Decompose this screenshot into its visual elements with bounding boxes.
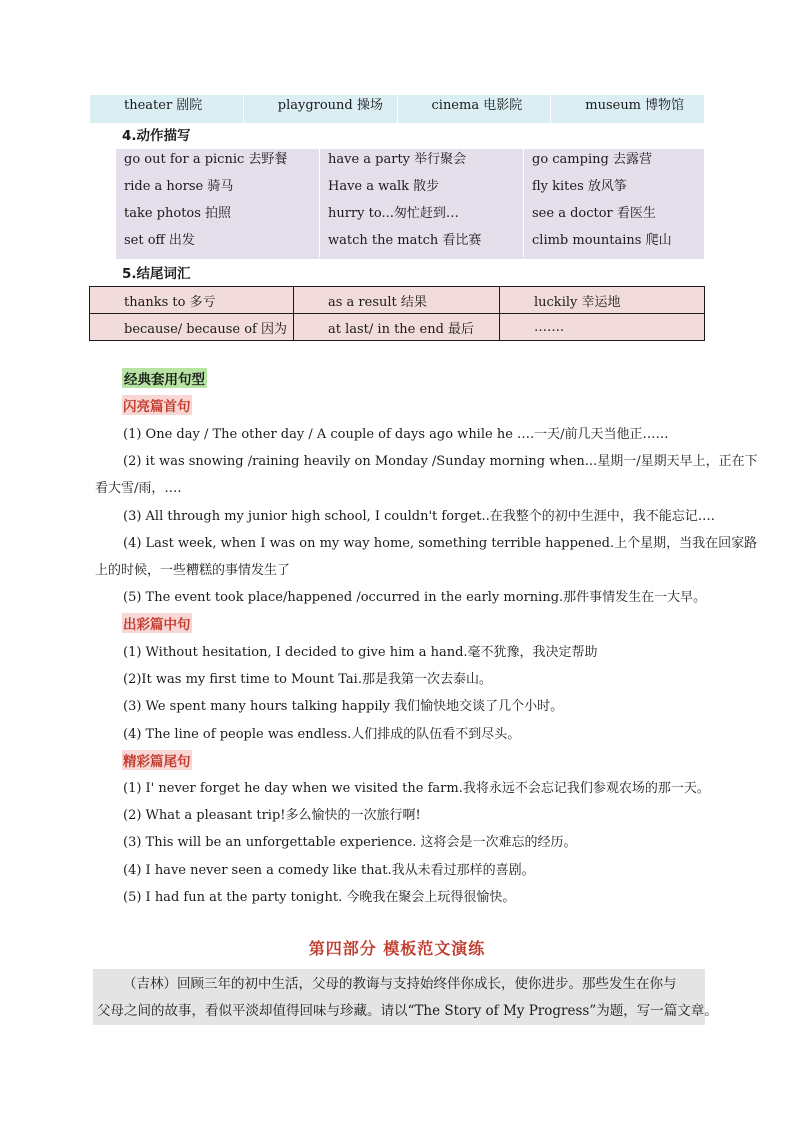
vocab-cell: playground 操场 [244,95,398,123]
vocab-cell: see a doctor 看医生 [532,206,656,221]
vocab-cell: take photos 拍照 [116,203,320,230]
sentence-line: (2) it was snowing /raining heavily on Monday /Sunday morning when...星期一/星期天早上，正在下 [123,454,758,469]
sentence-line: (1) One day / The other day / A couple of days ago while he ….一天/前几天当他正…… [123,427,669,442]
sentence-line: (3) All through my junior high school, I couldn't forget..在我整个的初中生涯中，我不能忘记…. [123,509,715,524]
vocab-cell: cinema 电影院 [398,95,552,123]
vocab-cell: go out for a picnic 去野餐 [116,149,320,176]
vocab-cell: thanks to 多亏 [90,287,294,314]
vocab-cell: luckily 幸运地 [500,287,705,314]
opening-sentences-heading: 闪亮篇首句 [122,395,192,415]
sentence-line: (4) Last week, when I was on my way home, something terrible happened.上个星期，当我在回家路 [123,536,758,551]
vocab-cell: ……. [500,314,705,341]
ending-vocab-table [89,286,705,341]
vocab-cell: go camping 去露营 [532,152,652,167]
vocab-cell: theater 剧院 [90,95,244,123]
actions-vocab-table [116,149,704,259]
vocab-cell: hurry to...匆忙赶到… [320,203,524,230]
part-four-title: 第四部分 模板范文演练 [308,939,486,958]
sentence-line: (2) What a pleasant trip!多么愉快的一次旅行啊! [123,808,421,823]
sentence-line: 看大雪/雨，…. [95,481,182,496]
vocab-cell: Have a walk 散步 [320,176,524,203]
sentence-line: (1) I' never forget he day when we visited the farm.我将永远不会忘记我们参观农场的那一天。 [123,781,710,796]
sentence-line: (5) The event took place/happened /occurred in the early morning.那件事情发生在一大早。 [123,590,707,605]
prompt-line: （吉林）回顾三年的初中生活，父母的教诲与支持始终伴你成长，使你进步。那些发生在你与 [123,976,677,992]
vocab-cell: climb mountains 爬山 [532,233,672,248]
sentence-line: (4) The line of people was endless.人们排成的队伍看不到尽头。 [123,727,521,742]
writing-prompt [93,969,718,1025]
sentence-line: (4) I have never seen a comedy like that.我从未看过那样的喜剧。 [123,863,535,878]
places-vocab-row [90,95,704,123]
vocab-cell: because/ because of 因为 [90,314,294,341]
vocab-cell: fly kites 放风筝 [532,179,627,194]
vocab-cell: have a party 举行聚会 [320,149,524,176]
section-heading-actions: 4.动作描写 [122,128,191,144]
ending-sentences-heading: 精彩篇尾句 [122,750,192,770]
prompt-line: 父母之间的故事，看似平淡却值得回味与珍藏。请以“The Story of My Progress”为题，写一篇文章。 [97,1003,718,1019]
sentence-line: 上的时候，一些糟糕的事情发生了 [95,563,291,578]
vocab-cell: museum 博物馆 [585,98,685,113]
vocab-cell: at last/ in the end 最后 [294,314,500,341]
vocab-cell: watch the match 看比赛 [320,230,524,257]
section-heading-ending-words: 5.结尾词汇 [122,266,191,282]
table-row [90,314,705,341]
sentence-line: (1) Without hesitation, I decided to give him a hand.毫不犹豫，我决定帮助 [123,645,598,660]
middle-sentences-heading: 出彩篇中句 [122,613,192,633]
sentence-line: (3) We spent many hours talking happily 我们愉快地交谈了几个小时。 [123,699,564,714]
sentence-line: (2)It was my first time to Mount Tai.那是我第一次去泰山。 [123,672,492,687]
table-row [90,287,705,314]
sentence-line: (3) This will be an unforgettable experience. 这将会是一次难忘的经历。 [123,835,577,850]
sentence-line: (5) I had fun at the party tonight. 今晚我在聚会上玩得很愉快。 [123,890,516,905]
vocab-cell: as a result 结果 [294,287,500,314]
classic-patterns-heading: 经典套用句型 [122,368,207,388]
vocab-cell: ride a horse 骑马 [116,176,320,203]
vocab-cell: set off 出发 [116,230,320,257]
